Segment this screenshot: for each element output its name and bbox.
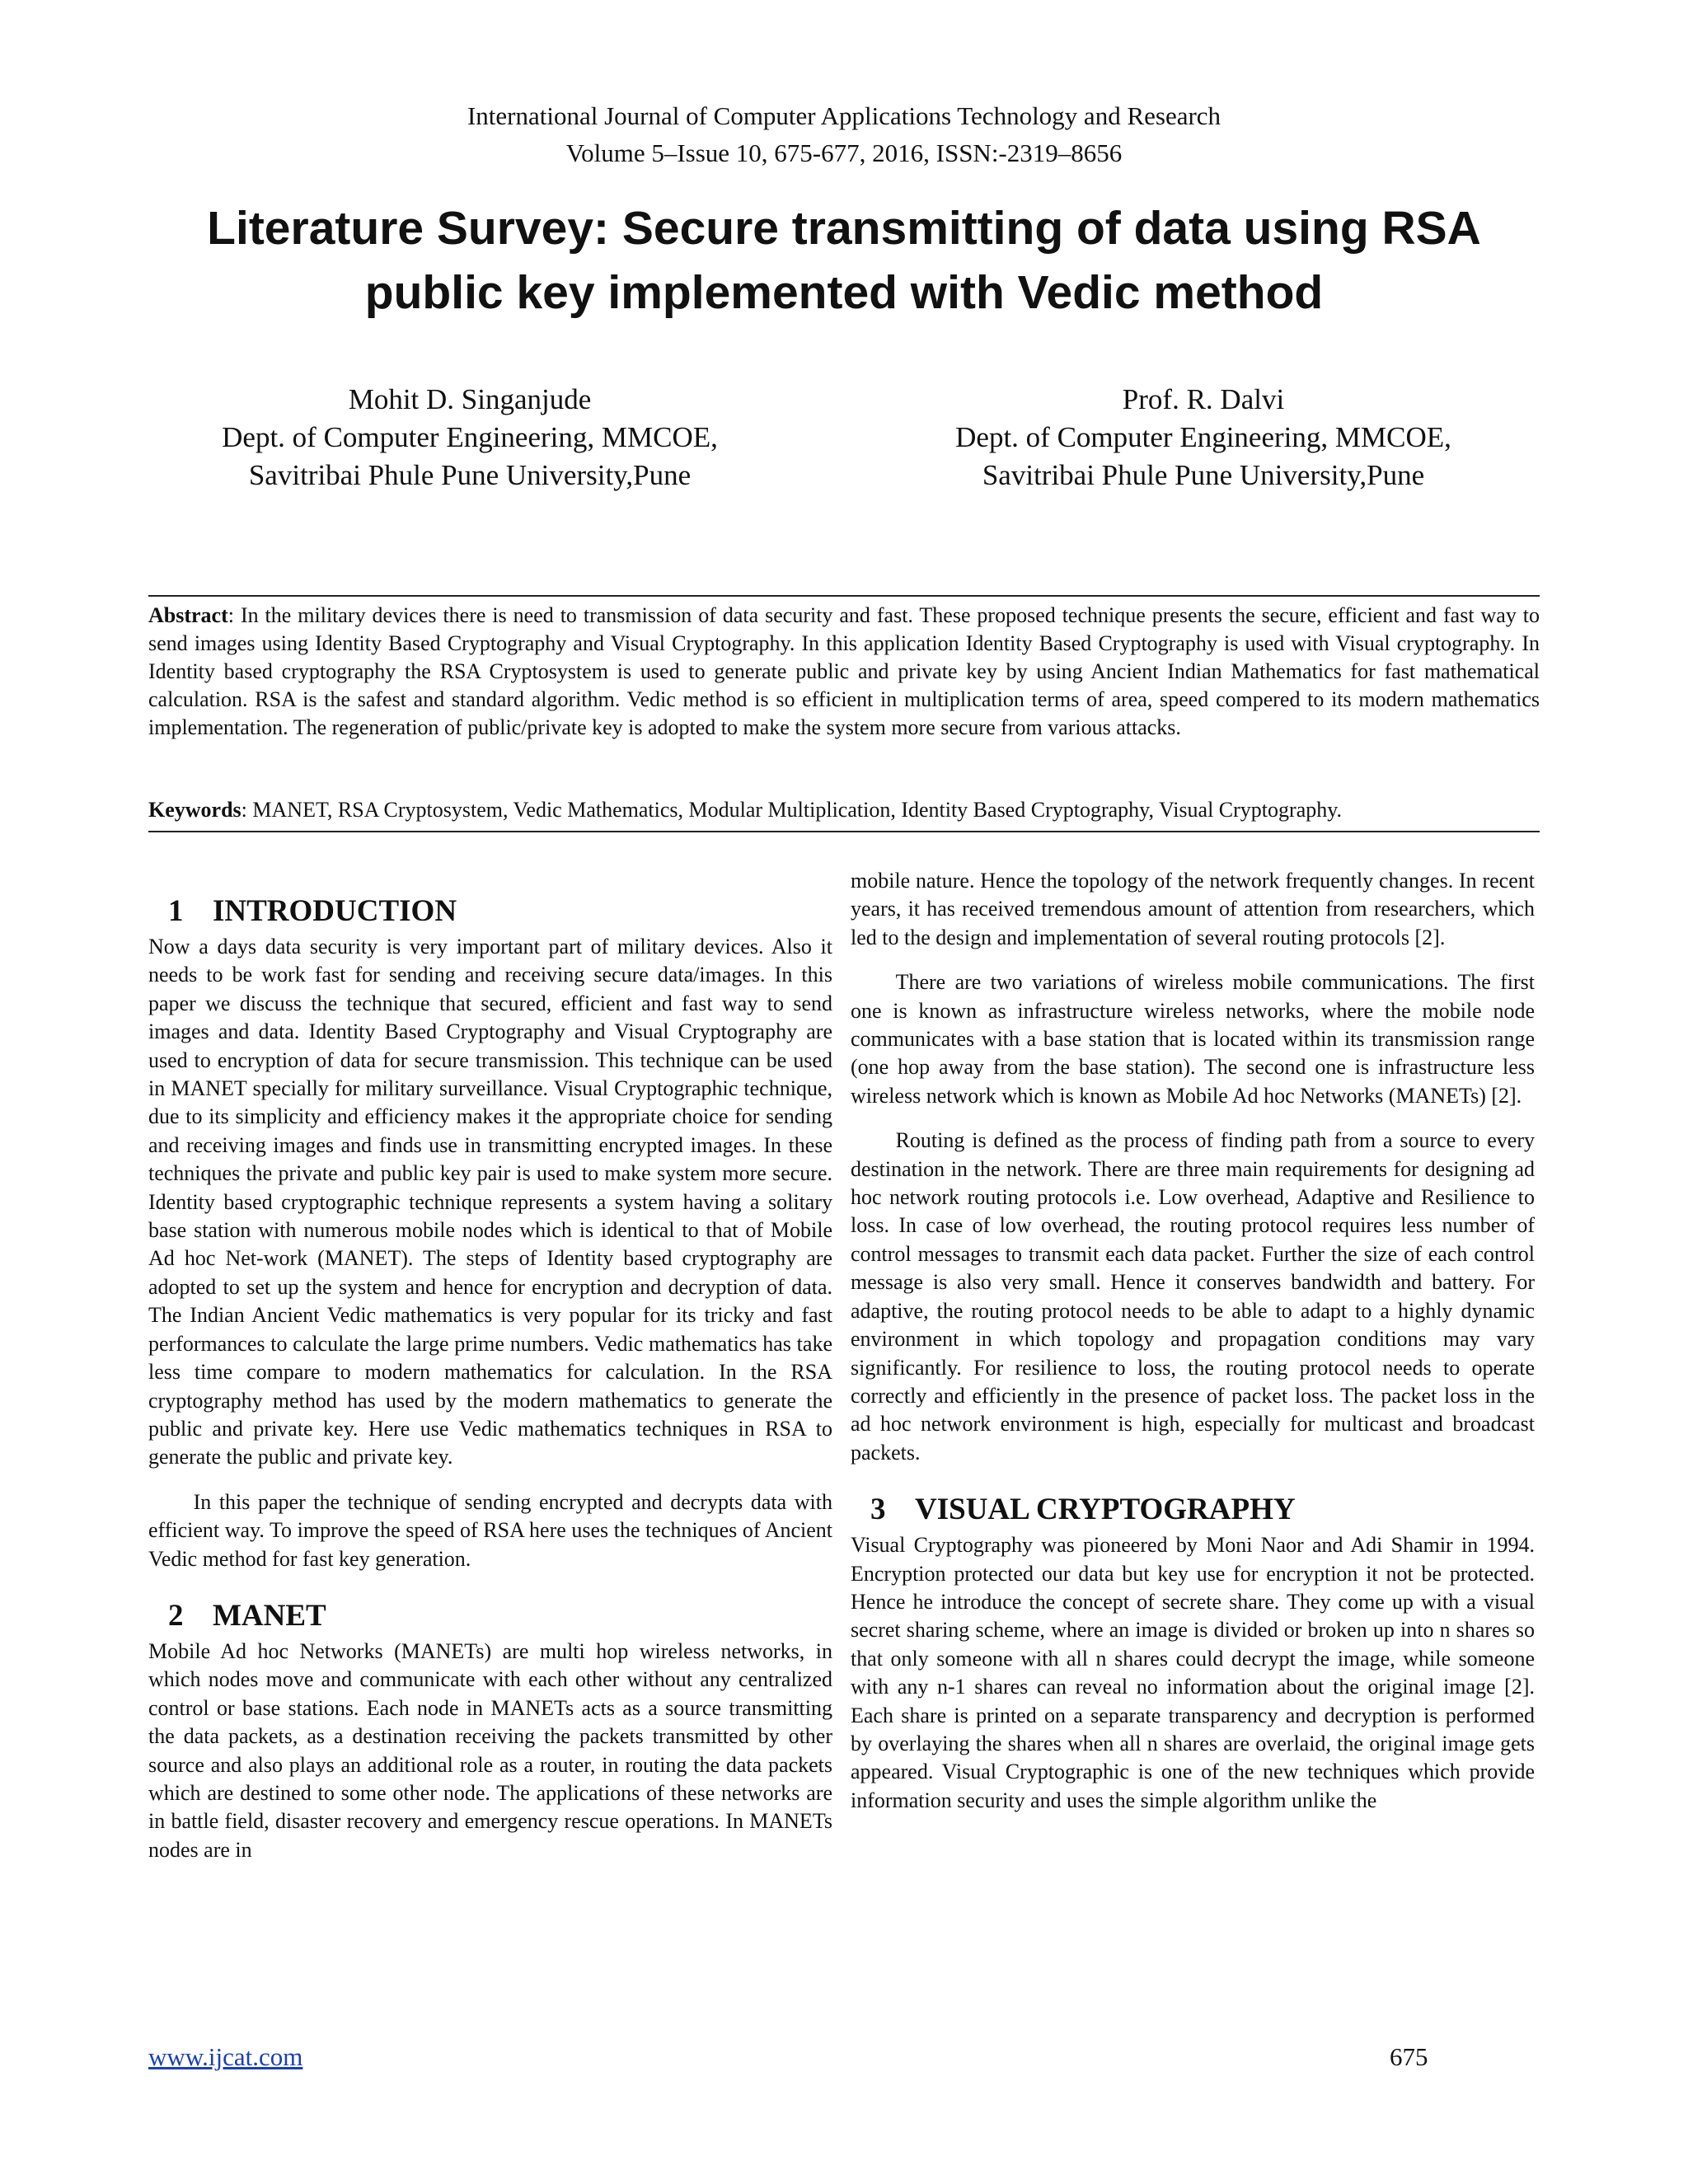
abstract [148, 602, 1540, 742]
author-name: Mohit D. Singanjude [348, 383, 592, 415]
manet-paragraph-4: Routing is defined as the process of finding path from a source to every destination in the network. There are three main requirements for designing ad hoc network routing protocols i.e. Low overhead, Adaptive and Resilience to loss. In case of low overhead, the routing protocol requires less number of control messages to transmit each data packet. Further the size of each control message is also very small. Hence it conserves bandwidth and battery. For adaptive, the routing protocol needs to be able to adapt to a highly dynamic environment in which topology and propagation conditions may vary significantly. For resilience to loss, the routing protocol needs to operate correctly and efficiently in the presence of packet loss. The packet loss in the ad hoc network environment is high, especially for multicast and broadcast packets. [851, 1128, 1535, 1465]
journal-volume-line: Volume 5–Issue 10, 675-677, 2016, ISSN:-2319–8656 [565, 138, 1123, 167]
section-title: INTRODUCTION [213, 894, 457, 928]
keywords-bottom-rule [148, 831, 1540, 832]
author-block-1 [157, 381, 783, 494]
visual-cryptography-paragraph-1: Visual Cryptography was pioneered by Moni Naor and Adi Shamir in 1994. Encryption protected our data but key use for encryption it not be protected. Hence he introduce the concept of secrete share. They come up with a visual secret sharing scheme, where an image is divided or broken up into n shares so that only someone with all n shares could decrypt the image, while someone with any n-1 shares can reveal no information about the original image [2]. Each share is printed on a separate transparency and decryption is performed by overlaying the shares when all n shares are overlaid, the original image gets appeared. Visual Cryptographic is one of the new techniques which provide information security and uses the simple algorithm unlike the [851, 1533, 1535, 1812]
author-block-2 [890, 381, 1517, 494]
section-title: MANET [213, 1598, 326, 1633]
author-department: Dept. of Computer Engineering, MMCOE, [222, 421, 718, 453]
author-name: Prof. R. Dalvi [1122, 383, 1285, 415]
manet-paragraph-2: mobile nature. Hence the topology of the network frequently changes. In recent years, it has received tremendous amount of attention from researchers, which led to the design and implementation of several routing protocols [2]. [851, 869, 1535, 949]
author-department: Dept. of Computer Engineering, MMCOE, [955, 421, 1451, 453]
paper-title-line-1: Literature Survey: Secure transmitting of data using RSA [207, 202, 1481, 255]
section-number: 2 [168, 1598, 184, 1633]
introduction-paragraph-1: Now a days data security is very important part of military devices. Also it needs to be work fast for sending and receiving secure data/images. In this paper we discuss the technique that secured, efficient and fast way to send images and data. Identity Based Cryptography and Visual Cryptography are used to encryption of data for secure transmission. This technique can be used in MANET specially for military surveillance. Visual Cryptographic technique, due to its simplicity and efficiency makes it the appropriate choice for sending and receiving images and finds use in transmitting encrypted images. In these techniques the private and public key pair is used to make system more secure. Identity based cryptographic technique represents a system having a solitary base station with numerous mobile nodes which is identical to that of Mobile Ad hoc Net-work (MANET). The steps of Identity based cryptography are adopted to set up the system and hence for encryption and decryption of data. The Indian Ancient Vedic mathematics is very popular for its tricky and fast performances to calculate the large prime numbers. Vedic mathematics has take less time compare to modern mathematics for calculation. In the RSA cryptography method has used by the modern mathematics to generate the public and private key. Here use Vedic mathematics techniques in RSA to generate the public and private key. [148, 935, 832, 1469]
paper-title [115, 196, 1573, 325]
author-university: Savitribai Phule Pune University,Pune [982, 459, 1425, 491]
section-number: 3 [870, 1493, 886, 1527]
keywords-label: Keywords [148, 798, 241, 822]
abstract-label: Abstract [148, 603, 228, 627]
section-heading-manet [148, 1598, 832, 1634]
section-heading-visual-cryptography [851, 1492, 1535, 1528]
manet-paragraph-1: Mobile Ad hoc Networks (MANETs) are multi hop wireless networks, in which nodes move and communicate with each other without any centralized control or base stations. Each node in MANETs acts as a source transmitting the data packets, as a destination receiving the packets transmitted by other source and also plays an additional role as a router, in routing the data packets which are destined to some other node. The applications of these networks are in battle field, disaster recovery and emergency rescue operations. In MANETs nodes are in [148, 1638, 832, 1862]
section-number: 1 [168, 894, 184, 928]
journal-header [0, 97, 1688, 171]
keywords-text: : MANET, RSA Cryptosystem, Vedic Mathematics, Modular Multiplication, Identity Based Cryptography, Visual Cryptography. [241, 798, 1343, 822]
section-heading-introduction [148, 893, 832, 930]
author-university: Savitribai Phule Pune University,Pune [248, 459, 692, 491]
introduction-paragraph-2: In this paper the technique of sending encrypted and decrypts data with efficient way. To improve the speed of RSA here uses the techniques of Ancient Vedic method for fast key generation. [148, 1489, 832, 1571]
left-column [148, 867, 832, 1864]
manet-paragraph-3: There are two variations of wireless mobile communications. The first one is known as infrastructure wireless networks, where the mobile node communicates with a base station that is located within its transmission range (one hop away from the base station). The second one is infrastructure less wireless network which is known as Mobile Ad hoc Networks (MANETs) [2]. [851, 970, 1535, 1108]
section-title: VISUAL CRYPTOGRAPHY [915, 1493, 1296, 1527]
abstract-text: : In the military devices there is need to transmission of data security and fast. These proposed technique presents the secure, efficient and fast way to send images using Identity Based Cryptography and Visual Cryptography. In this application Identity Based Cryptography is used with Visual cryptography. In Identity based cryptography the RSA Cryptosystem is used to generate public and private key by using Ancient Indian Mathematics for fast mathematical calculation. RSA is the safest and standard algorithm. Vedic method is so efficient in multiplication terms of area, speed compered to its modern mathematics implementation. The regeneration of public/private key is adopted to make the system more secure from various attacks. [148, 603, 1540, 739]
journal-name: International Journal of Computer Applications Technology and Research [467, 101, 1221, 130]
paper-title-line-2: public key implemented with Vedic method [364, 266, 1324, 319]
footer-website-link[interactable]: www.ijcat.com [148, 2042, 303, 2071]
keywords [148, 796, 1540, 824]
abstract-top-rule [148, 595, 1540, 597]
right-column [851, 867, 1535, 1815]
page-number: 675 [1390, 2042, 1428, 2071]
